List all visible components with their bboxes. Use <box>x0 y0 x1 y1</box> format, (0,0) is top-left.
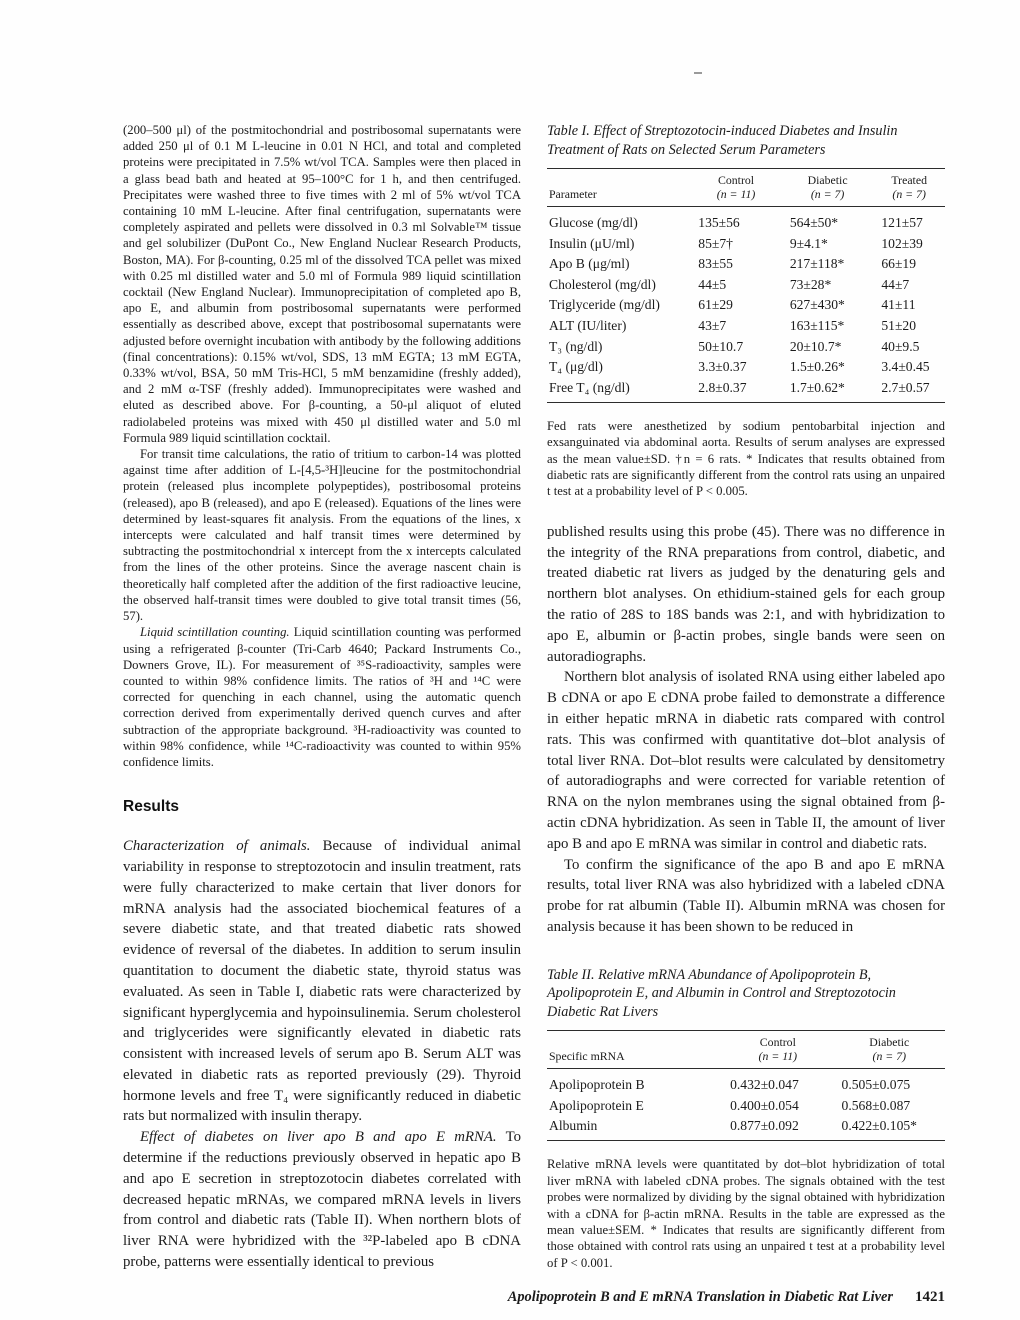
cell-diabetic: 0.505±0.075 <box>841 1077 911 1093</box>
cell-control: 43±7 <box>698 317 727 333</box>
cell-diabetic: 0.568±0.087 <box>841 1097 911 1113</box>
cell-diabetic: 1.5±0.26* <box>789 359 845 375</box>
column-header-label: Diabetic <box>807 173 848 187</box>
column-header-label: Diabetic <box>869 1035 910 1050</box>
table-row <box>547 356 945 377</box>
paragraph-lead: Liquid scintillation counting. <box>140 625 290 640</box>
table-1-block <box>547 122 945 500</box>
column-header-diabetic <box>782 169 874 207</box>
results-heading: Results <box>123 798 179 816</box>
cell-control: 0.432±0.047 <box>730 1077 799 1093</box>
cell-control: 0.877±0.092 <box>730 1118 799 1134</box>
cell-control: 83±55 <box>698 256 733 272</box>
column-header-control <box>690 169 782 207</box>
cell-parameter: T₃ (ng/dl) <box>549 338 603 354</box>
results-paragraph-1 <box>123 836 521 1127</box>
cell-specific-mrna: Apolipoprotein B <box>549 1077 645 1093</box>
table-row <box>547 377 945 402</box>
column-header-n: (n = 7) <box>872 1049 907 1064</box>
cell-treated: 51±20 <box>881 317 916 333</box>
table-1 <box>547 168 945 403</box>
cell-control: 50±10.7 <box>698 338 744 354</box>
cell-specific-mrna: Albumin <box>549 1118 598 1134</box>
table-1-head <box>547 169 945 207</box>
table-1-footnote: Fed rats were anesthetized by sodium pentobarbital injection and exsanguinated via abdominal aorta. Results of serum analyses are expressed as the mean value±SD. †n = 6 rats. * Indicates that results obtained from diabetic rats are significantly different from the control rats using an unpaired t test at a probability level of P < 0.005. <box>547 418 945 499</box>
right-column <box>547 122 945 1293</box>
table-2-head <box>547 1031 945 1069</box>
cell-control: 61±29 <box>698 297 733 313</box>
table-row <box>547 233 945 254</box>
cell-treated: 3.4±0.45 <box>881 359 930 375</box>
column-header-control <box>722 1031 833 1069</box>
table-row <box>547 274 945 295</box>
table-row <box>547 336 945 357</box>
table-1-body <box>547 207 945 403</box>
page-number: 1421 <box>915 1289 945 1305</box>
cell-diabetic: 564±50* <box>789 215 839 230</box>
paragraph-body: Liquid scintillation counting was performed using a refrigerated β-counter (Tri-Carb 4640; Packard Instruments Co., Downers Grove, IL). For measurement of ³⁵S-radioactivity, samples were counted to within 98% confidence limits. The ratios of ³H and ¹⁴C were corrected for quenching in each channel, using the automatic quench correction derived from experimentally derived quench curves and after subtraction of the appropriate background. ³H-radioactivity was counted to within 98% confidence, while ¹⁴C-radioactivity was counted to within 95% confidence limits. <box>123 625 521 769</box>
running-title: Apolipoprotein B and E mRNA Translation in Diabetic Rat Liver <box>507 1289 893 1305</box>
table-1-caption: Table I. Effect of Streptozotocin-induced Diabetes and Insulin Treatment of Rats on Selected Serum Parameters <box>547 123 898 158</box>
table-2-block <box>547 966 945 1272</box>
paragraph-body: To determine if the reductions previously observed in hepatic apo B and apo E secretion in streptozotocin diabetes correlated with decreased hepatic mRNAs, we compared mRNA levels in livers from control and diabetic rats (Table II). When northern blots of liver RNA were hybridized with the ³²P-labeled apo B cDNA probe, patterns were essentially identical to previous <box>123 1129 521 1271</box>
cell-treated: 40±9.5 <box>881 338 920 354</box>
two-column-layout <box>123 122 945 1293</box>
cell-diabetic: 9±4.1* <box>789 235 828 251</box>
paragraph-body: Because of individual animal variability in response to streptozotocin and insulin treatment, rats were fully characterized to make certain that liver donors for mRNA analysis had the associated biochemical features of a severe diabetic state, and that treated diabetic rats showed evidence of reversal of the diabetes. In addition to serum insulin quantitation to document the diabetic state, thyroid status was evaluated. As seen in Table I, diabetic rats were characterized by significant hyperglycemia and hypoinsulinemia. Serum cholesterol and triglycerides were significantly elevated in diabetic rats consistent with increased levels of serum apo B. Serum ALT was elevated in diabetic rats as reported previously (29). Thyroid hormone levels and free T₄ were significantly reduced in diabetic rats but normalized with insulin therapy. <box>123 838 521 1125</box>
table-row <box>547 207 945 233</box>
methods-paragraph-2: For transit time calculations, the ratio of tritium to carbon-14 was plotted against time after addition of L-[4,5-³H]leucine for the postmitochondrial protein (released plus incomplete polypeptides), postribosomal proteins (released), apo B (released), and apo E (released). Equations of the lines were determined by least-squares fit analysis. From the equations of the lines, x intercepts were calculated and half transit times were determined by subtracting the postmitochondrial x intercept from the x intercepts calculated from the lines of the other proteins. Since the average nascent chain is theoretically half completed after the addition of the first radioactive leucine, the observed half-transit times were doubled to give total transit times (56, 57). <box>123 447 521 624</box>
cell-diabetic: 627±430* <box>789 297 845 313</box>
results-paragraph-4: Northern blot analysis of isolated RNA using either labeled apo B cDNA or apo E cDNA probe failed to demonstrate a difference in either hepatic mRNA in diabetic rats compared with control rats. This was confirmed with quantitative dot–blot analysis of total liver RNA. Dot–blot results were calculated by densitometry of autoradiographs and were corrected for variable retention of RNA on the nylon membranes using the signal obtained from β-actin cDNA hybridization. As seen in Table II, the amount of liver apo B and apo E mRNA was similar in control and diabetic rats. <box>547 669 945 852</box>
cell-parameter: Free T₄ (ng/dl) <box>549 379 630 395</box>
column-header-treated <box>873 169 945 207</box>
left-column <box>123 122 521 1293</box>
paragraph-lead: Effect of diabetes on liver apo B and apo E mRNA. <box>140 1129 497 1146</box>
cell-parameter: Triglyceride (mg/dl) <box>549 297 660 313</box>
page-footer <box>123 1288 945 1306</box>
cell-control: 85±7† <box>698 235 733 251</box>
cell-treated: 66±19 <box>881 256 916 272</box>
cell-parameter: Insulin (μU/ml) <box>549 235 635 251</box>
column-header-label: Control <box>759 1035 796 1050</box>
table-header-row <box>547 169 945 207</box>
column-header-label: Control <box>718 173 755 187</box>
cell-diabetic: 20±10.7* <box>789 338 842 354</box>
cell-parameter: Cholesterol (mg/dl) <box>549 276 656 292</box>
methods-paragraph-1: (200–500 μl) of the postmitochondrial and postribosomal supernatants were added 250 μl of 0.1 M L-leucine in 0.01 N HCl, and total and completed proteins were precipitated in 7.5% wt/vol TCA. Samples were then placed in a glass bead bath and heated at 95–100°C for 1 h, and then centrifuged. Precipitates were washed three to five times with 2 ml of 5% wt/vol TCA containing 10 mM L-leucine. After final centrifugation, supernatants were completely aspirated and pellets were dissolved in 0.3 ml Solvable™ tissue and gel solubilizer (DuPont Co., New England Nuclear Research Products, Boston, MA). For β-counting, 0.25 ml of the dissolved TCA pellet was mixed with 0.25 ml distilled water and 5.0 ml of Formula 989 liquid scintillation cocktail (New England Nuclear). Immunoprecipitation of completed apo B, apo E, and albumin from postribosomal supernatants were performed essentially as described above, except that postribosomal supernatants were adjusted before overnight incubation with antibody by the following additions (final concentrations): 0.15% wt/vol, SDS, 13 mM EGTA; 13 mM EGTA, 0.33% wt/vol, BSA, 50 mM Tris-HCl, 5 mM benzamidine (freshly added), and 2 mM α-TSF (freshly added). Immunoprecipitates were washed and eluted as described above. For β-counting, a 50-μl aliquot of eluted radiolabeled proteins was mixed with 450 μl distilled water and 5.0 ml Formula 989 liquid scintillation cocktail. <box>123 123 521 445</box>
cell-diabetic: 73±28* <box>789 276 832 292</box>
cell-control: 2.8±0.37 <box>698 379 747 395</box>
cell-control: 44±5 <box>698 276 727 292</box>
cell-control: 3.3±0.37 <box>698 359 747 375</box>
cell-treated: 41±11 <box>881 297 916 313</box>
paragraph-lead: Characterization of animals. <box>123 838 311 855</box>
table-2-caption: Table II. Relative mRNA Abundance of Apolipoprotein B, Apolipoprotein E, and Albumin in Control and Streptozotocin Diabetic Rat Livers <box>547 966 896 1020</box>
cell-control: 135±56 <box>698 215 740 230</box>
cell-treated: 44±7 <box>881 276 910 292</box>
column-header-specific-mrna: Specific mRNA <box>547 1031 722 1069</box>
table-header-row <box>547 1031 945 1069</box>
table-row <box>547 1069 945 1095</box>
column-header-n: (n = 7) <box>892 187 926 201</box>
table-row <box>547 1095 945 1116</box>
column-header-diabetic <box>834 1031 945 1069</box>
cell-diabetic: 0.422±0.105* <box>841 1118 917 1134</box>
table-2-footnote: Relative mRNA levels were quantitated by dot–blot hybridization of total liver mRNA with labeled cDNA probes. The signals obtained with the test probes were normalized by dividing by the signal obtained with hybridization with a cDNA for β-actin mRNA. Results in the table are expressed as the mean value±SEM. * Indicates that results are significantly different from those obtained with control rats using an unpaired t test at a probability level of P < 0.001. <box>547 1157 945 1270</box>
table-row <box>547 315 945 336</box>
cell-parameter: Apo B (μg/ml) <box>549 256 630 272</box>
table-2 <box>547 1030 945 1141</box>
cell-treated: 121±57 <box>881 215 923 230</box>
column-header-n: (n = 11) <box>758 1049 798 1064</box>
column-header-parameter: Parameter <box>547 169 690 207</box>
cell-treated: 2.7±0.57 <box>881 379 930 395</box>
cell-parameter: Glucose (mg/dl) <box>549 215 638 230</box>
table-2-body <box>547 1069 945 1141</box>
cell-diabetic: 217±118* <box>789 256 845 272</box>
table-row <box>547 295 945 316</box>
column-header-n: (n = 11) <box>716 187 756 201</box>
methods-paragraph-3 <box>123 624 521 770</box>
cell-parameter: T₄ (μg/dl) <box>549 359 603 375</box>
results-paragraph-5: To confirm the significance of the apo B and apo E mRNA results, total liver RNA was also hybridized with a labeled cDNA probe for rat albumin (Table II). Albumin mRNA was chosen for analysis because it has been shown to be reduced in <box>547 856 945 935</box>
cell-control: 0.400±0.054 <box>730 1097 799 1113</box>
cell-diabetic: 163±115* <box>789 317 845 333</box>
cell-specific-mrna: Apolipoprotein E <box>549 1097 644 1113</box>
cell-treated: 102±39 <box>881 235 923 251</box>
table-row <box>547 1116 945 1141</box>
scan-artifact-mark <box>694 72 702 74</box>
column-header-label: Treated <box>891 173 927 187</box>
cell-diabetic: 1.7±0.62* <box>789 379 845 395</box>
table-row <box>547 253 945 274</box>
cell-parameter: ALT (IU/liter) <box>549 317 627 333</box>
column-header-n: (n = 7) <box>810 187 845 201</box>
results-paragraph-2 <box>123 1127 521 1273</box>
results-paragraph-3: published results using this probe (45). There was no difference in the integrity of the RNA preparations from control, diabetic, and treated diabetic rat livers as judged by the denaturing gels and northern blot analyses. On ethidium-stained gels for each group the ratio of 28S to 18S bands was 2:1, and with hybridization to apo E, albumin or β-actin probes, single bands were seen on autoradiographs. <box>547 523 945 665</box>
